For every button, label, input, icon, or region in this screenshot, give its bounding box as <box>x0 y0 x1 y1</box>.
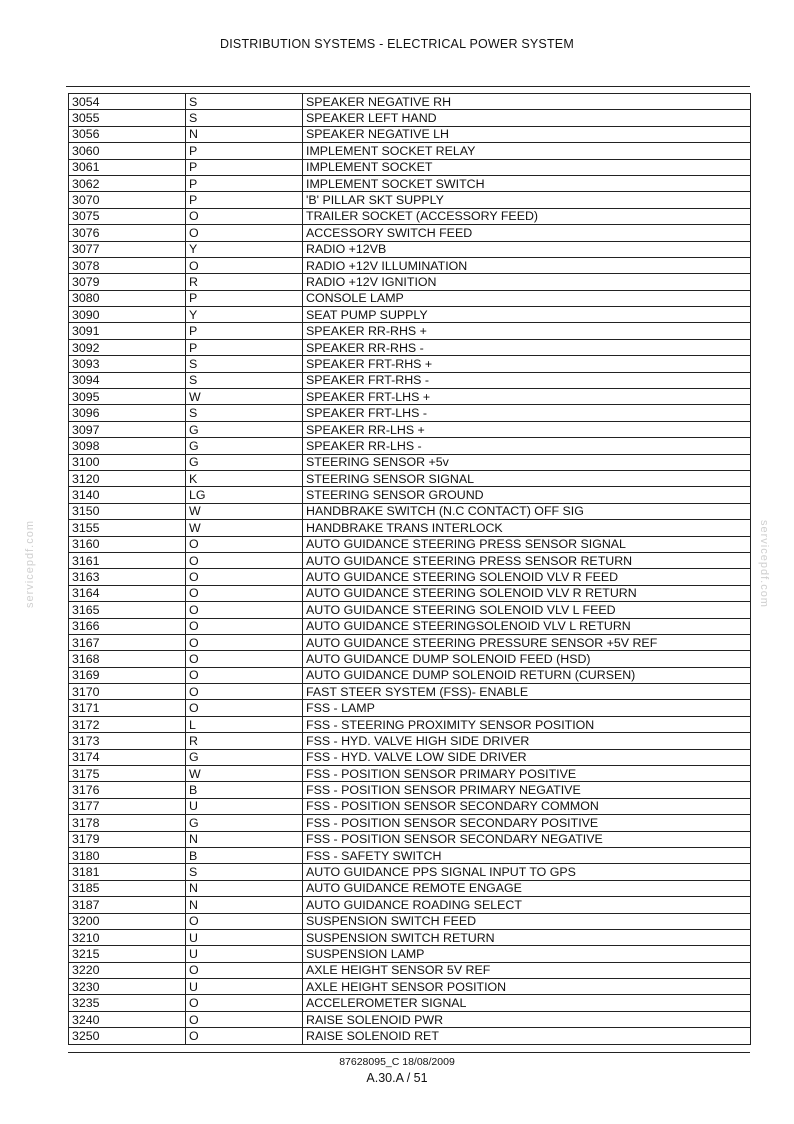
wire-function-cell: RADIO +12V IGNITION <box>303 274 751 290</box>
table-row <box>69 372 751 388</box>
wire-function-cell: CONSOLE LAMP <box>303 290 751 306</box>
wire-number-cell: 3235 <box>69 995 186 1011</box>
table-row <box>69 815 751 831</box>
table-row <box>69 946 751 962</box>
wire-number-cell: 3091 <box>69 323 186 339</box>
wire-number-cell: 3100 <box>69 454 186 470</box>
wire-function-cell: AUTO GUIDANCE STEERING PRESSURE SENSOR +5V REF <box>303 634 751 650</box>
table-row <box>69 634 751 650</box>
table-row <box>69 159 751 175</box>
wire-function-cell: AXLE HEIGHT SENSOR 5V REF <box>303 962 751 978</box>
wire-number-cell: 3078 <box>69 257 186 273</box>
wire-number-cell: 3167 <box>69 634 186 650</box>
table-row <box>69 470 751 486</box>
wire-colour-cell: S <box>186 356 303 372</box>
wire-function-cell: SPEAKER FRT-RHS - <box>303 372 751 388</box>
wire-function-cell: HANDBRAKE TRANS INTERLOCK <box>303 520 751 536</box>
wire-number-cell: 3168 <box>69 651 186 667</box>
wire-colour-cell: O <box>186 700 303 716</box>
wire-colour-cell: Y <box>186 241 303 257</box>
table-row <box>69 897 751 913</box>
wire-function-cell: AUTO GUIDANCE STEERING PRESS SENSOR SIGNAL <box>303 536 751 552</box>
wire-number-cell: 3240 <box>69 1011 186 1027</box>
wire-number-cell: 3140 <box>69 487 186 503</box>
wire-function-cell: FSS - POSITION SENSOR PRIMARY POSITIVE <box>303 766 751 782</box>
wire-colour-cell: O <box>186 536 303 552</box>
table-row <box>69 831 751 847</box>
wire-function-cell: STEERING SENSOR GROUND <box>303 487 751 503</box>
wire-function-cell: SPEAKER NEGATIVE RH <box>303 94 751 110</box>
wire-number-cell: 3098 <box>69 438 186 454</box>
wire-function-cell: SEAT PUMP SUPPLY <box>303 307 751 323</box>
wire-colour-cell: O <box>186 552 303 568</box>
wire-colour-cell: P <box>186 192 303 208</box>
table-row <box>69 257 751 273</box>
wire-colour-cell: P <box>186 175 303 191</box>
wire-colour-cell: O <box>186 1011 303 1027</box>
table-row <box>69 438 751 454</box>
wire-function-cell: SPEAKER LEFT HAND <box>303 110 751 126</box>
table-row <box>69 880 751 896</box>
wire-function-cell: RAISE SOLENOID RET <box>303 1028 751 1044</box>
table-row <box>69 487 751 503</box>
table-row <box>69 585 751 601</box>
wire-function-cell: IMPLEMENT SOCKET SWITCH <box>303 175 751 191</box>
wire-number-cell: 3169 <box>69 667 186 683</box>
wire-function-cell: SUSPENSION SWITCH RETURN <box>303 929 751 945</box>
table-row <box>69 847 751 863</box>
wire-colour-cell: O <box>186 257 303 273</box>
wire-number-cell: 3163 <box>69 569 186 585</box>
wire-function-cell: FSS - HYD. VALVE LOW SIDE DRIVER <box>303 749 751 765</box>
wire-function-cell: STEERING SENSOR +5v <box>303 454 751 470</box>
wire-number-cell: 3187 <box>69 897 186 913</box>
wire-number-cell: 3250 <box>69 1028 186 1044</box>
wire-colour-cell: Y <box>186 307 303 323</box>
table-row <box>69 798 751 814</box>
wire-colour-cell: P <box>186 323 303 339</box>
wire-colour-cell: P <box>186 339 303 355</box>
table-row <box>69 208 751 224</box>
wire-colour-cell: O <box>186 618 303 634</box>
wire-function-cell: AUTO GUIDANCE STEERING PRESS SENSOR RETURN <box>303 552 751 568</box>
wire-function-cell: IMPLEMENT SOCKET RELAY <box>303 143 751 159</box>
wire-number-cell: 3055 <box>69 110 186 126</box>
wire-colour-cell: N <box>186 897 303 913</box>
table-row <box>69 716 751 732</box>
wire-table <box>68 93 751 1045</box>
table-row <box>69 274 751 290</box>
table-row <box>69 307 751 323</box>
table-row <box>69 700 751 716</box>
wire-function-cell: HANDBRAKE SWITCH (N.C CONTACT) OFF SIG <box>303 503 751 519</box>
wire-number-cell: 3185 <box>69 880 186 896</box>
page-number: A.30.A / 51 <box>366 1071 428 1085</box>
wire-number-cell: 3166 <box>69 618 186 634</box>
table-row <box>69 405 751 421</box>
wire-colour-cell: W <box>186 503 303 519</box>
wire-function-cell: AUTO GUIDANCE PPS SIGNAL INPUT TO GPS <box>303 864 751 880</box>
wire-number-cell: 3210 <box>69 929 186 945</box>
watermark-left: servicepdf.com <box>24 520 36 608</box>
table-row <box>69 1011 751 1027</box>
table-row <box>69 192 751 208</box>
wire-function-cell: AUTO GUIDANCE STEERINGSOLENOID VLV L RETURN <box>303 618 751 634</box>
wire-number-cell: 3060 <box>69 143 186 159</box>
wire-colour-cell: P <box>186 290 303 306</box>
table-row <box>69 602 751 618</box>
wire-function-cell: ACCESSORY SWITCH FEED <box>303 225 751 241</box>
wire-number-cell: 3164 <box>69 585 186 601</box>
table-row <box>69 618 751 634</box>
wire-colour-cell: S <box>186 94 303 110</box>
wire-colour-cell: P <box>186 159 303 175</box>
wire-colour-cell: O <box>186 634 303 650</box>
wire-number-cell: 3177 <box>69 798 186 814</box>
wire-colour-cell: B <box>186 782 303 798</box>
wire-number-cell: 3176 <box>69 782 186 798</box>
wire-colour-cell: N <box>186 126 303 142</box>
table-row <box>69 569 751 585</box>
wire-colour-cell: W <box>186 766 303 782</box>
wire-function-cell: RADIO +12VB <box>303 241 751 257</box>
watermark-right: servicepdf.com <box>758 520 770 608</box>
table-row <box>69 782 751 798</box>
wire-number-cell: 3230 <box>69 979 186 995</box>
wire-function-cell: AUTO GUIDANCE DUMP SOLENOID FEED (HSD) <box>303 651 751 667</box>
wire-colour-cell: LG <box>186 487 303 503</box>
footer-rule <box>68 1052 750 1053</box>
table-row <box>69 126 751 142</box>
table-row <box>69 913 751 929</box>
wire-colour-cell: U <box>186 946 303 962</box>
wire-number-cell: 3093 <box>69 356 186 372</box>
wire-colour-cell: N <box>186 880 303 896</box>
wire-number-cell: 3175 <box>69 766 186 782</box>
wire-function-cell: FSS - POSITION SENSOR SECONDARY NEGATIVE <box>303 831 751 847</box>
wire-number-cell: 3161 <box>69 552 186 568</box>
wire-colour-cell: W <box>186 520 303 536</box>
wire-colour-cell: U <box>186 929 303 945</box>
wire-function-cell: SPEAKER FRT-LHS - <box>303 405 751 421</box>
table-row <box>69 979 751 995</box>
wire-colour-cell: N <box>186 831 303 847</box>
table-row <box>69 339 751 355</box>
wire-function-cell: FSS - STEERING PROXIMITY SENSOR POSITION <box>303 716 751 732</box>
wire-function-cell: FSS - LAMP <box>303 700 751 716</box>
wire-colour-cell: U <box>186 979 303 995</box>
wire-function-cell: RADIO +12V ILLUMINATION <box>303 257 751 273</box>
table-row <box>69 94 751 110</box>
wire-function-cell: SUSPENSION SWITCH FEED <box>303 913 751 929</box>
wire-function-cell: SPEAKER FRT-LHS + <box>303 389 751 405</box>
wire-function-cell: FSS - SAFETY SWITCH <box>303 847 751 863</box>
wire-function-cell: FSS - HYD. VALVE HIGH SIDE DRIVER <box>303 733 751 749</box>
wire-colour-cell: O <box>186 225 303 241</box>
table-row <box>69 766 751 782</box>
wire-number-cell: 3062 <box>69 175 186 191</box>
wire-function-cell: FAST STEER SYSTEM (FSS)- ENABLE <box>303 684 751 700</box>
wire-function-cell: AUTO GUIDANCE STEERING SOLENOID VLV L FEED <box>303 602 751 618</box>
wire-colour-cell: S <box>186 405 303 421</box>
table-row <box>69 651 751 667</box>
wire-colour-cell: O <box>186 995 303 1011</box>
wire-colour-cell: L <box>186 716 303 732</box>
wire-colour-cell: O <box>186 602 303 618</box>
wire-number-cell: 3173 <box>69 733 186 749</box>
wire-colour-cell: O <box>186 651 303 667</box>
wire-colour-cell: S <box>186 864 303 880</box>
wire-function-cell: FSS - POSITION SENSOR PRIMARY NEGATIVE <box>303 782 751 798</box>
table-row <box>69 733 751 749</box>
wire-number-cell: 3095 <box>69 389 186 405</box>
table-row <box>69 749 751 765</box>
table-row <box>69 143 751 159</box>
wire-function-cell: SPEAKER RR-LHS - <box>303 438 751 454</box>
wire-number-cell: 3056 <box>69 126 186 142</box>
wire-number-cell: 3171 <box>69 700 186 716</box>
wire-number-cell: 3070 <box>69 192 186 208</box>
table-row <box>69 241 751 257</box>
wire-number-cell: 3090 <box>69 307 186 323</box>
wire-number-cell: 3092 <box>69 339 186 355</box>
wire-function-cell: STEERING SENSOR SIGNAL <box>303 470 751 486</box>
wire-number-cell: 3155 <box>69 520 186 536</box>
table-row <box>69 1028 751 1044</box>
wire-number-cell: 3054 <box>69 94 186 110</box>
wire-number-cell: 3096 <box>69 405 186 421</box>
wire-function-cell: IMPLEMENT SOCKET <box>303 159 751 175</box>
wire-number-cell: 3178 <box>69 815 186 831</box>
wire-colour-cell: U <box>186 798 303 814</box>
table-row <box>69 962 751 978</box>
wire-colour-cell: O <box>186 667 303 683</box>
wire-number-cell: 3180 <box>69 847 186 863</box>
wire-number-cell: 3061 <box>69 159 186 175</box>
wire-function-cell: SPEAKER FRT-RHS + <box>303 356 751 372</box>
wire-number-cell: 3080 <box>69 290 186 306</box>
wire-number-cell: 3120 <box>69 470 186 486</box>
table-row <box>69 225 751 241</box>
table-row <box>69 110 751 126</box>
wire-number-cell: 3097 <box>69 421 186 437</box>
wire-colour-cell: S <box>186 110 303 126</box>
wire-function-cell: AUTO GUIDANCE STEERING SOLENOID VLV R FEED <box>303 569 751 585</box>
wire-function-cell: FSS - POSITION SENSOR SECONDARY POSITIVE <box>303 815 751 831</box>
wire-function-cell: FSS - POSITION SENSOR SECONDARY COMMON <box>303 798 751 814</box>
wire-colour-cell: O <box>186 962 303 978</box>
wire-colour-cell: O <box>186 585 303 601</box>
wire-colour-cell: G <box>186 815 303 831</box>
table-row <box>69 667 751 683</box>
table-row <box>69 684 751 700</box>
wire-function-cell: SPEAKER RR-RHS + <box>303 323 751 339</box>
wire-number-cell: 3160 <box>69 536 186 552</box>
wire-function-cell: 'B' PILLAR SKT SUPPLY <box>303 192 751 208</box>
wire-colour-cell: G <box>186 454 303 470</box>
wire-function-cell: TRAILER SOCKET (ACCESSORY FEED) <box>303 208 751 224</box>
table-row <box>69 552 751 568</box>
table-row <box>69 995 751 1011</box>
table-row <box>69 389 751 405</box>
table-row <box>69 175 751 191</box>
table-row <box>69 356 751 372</box>
wire-function-cell: AUTO GUIDANCE STEERING SOLENOID VLV R RETURN <box>303 585 751 601</box>
wire-number-cell: 3200 <box>69 913 186 929</box>
wire-number-cell: 3181 <box>69 864 186 880</box>
wire-colour-cell: O <box>186 913 303 929</box>
wire-colour-cell: R <box>186 274 303 290</box>
page-header-title: DISTRIBUTION SYSTEMS - ELECTRICAL POWER SYSTEM <box>220 37 574 51</box>
header-rule <box>66 86 750 87</box>
wire-function-cell: AUTO GUIDANCE REMOTE ENGAGE <box>303 880 751 896</box>
wire-colour-cell: P <box>186 143 303 159</box>
table-row <box>69 290 751 306</box>
wire-colour-cell: K <box>186 470 303 486</box>
wire-colour-cell: O <box>186 208 303 224</box>
wire-function-cell: SPEAKER RR-RHS - <box>303 339 751 355</box>
wire-colour-cell: R <box>186 733 303 749</box>
wire-function-cell: ACCELEROMETER SIGNAL <box>303 995 751 1011</box>
wire-colour-cell: O <box>186 569 303 585</box>
table-row <box>69 503 751 519</box>
wire-number-cell: 3179 <box>69 831 186 847</box>
wire-colour-cell: S <box>186 372 303 388</box>
wire-number-cell: 3215 <box>69 946 186 962</box>
wire-number-cell: 3075 <box>69 208 186 224</box>
wire-number-cell: 3094 <box>69 372 186 388</box>
wire-number-cell: 3150 <box>69 503 186 519</box>
wire-function-cell: SPEAKER RR-LHS + <box>303 421 751 437</box>
wire-colour-cell: O <box>186 684 303 700</box>
wire-number-cell: 3220 <box>69 962 186 978</box>
wire-number-cell: 3170 <box>69 684 186 700</box>
wire-number-cell: 3079 <box>69 274 186 290</box>
table-row <box>69 929 751 945</box>
wire-function-cell: RAISE SOLENOID PWR <box>303 1011 751 1027</box>
wire-colour-cell: O <box>186 1028 303 1044</box>
table-row <box>69 323 751 339</box>
wire-number-cell: 3165 <box>69 602 186 618</box>
table-row <box>69 520 751 536</box>
table-row <box>69 536 751 552</box>
wire-number-cell: 3174 <box>69 749 186 765</box>
table-row <box>69 454 751 470</box>
table-row <box>69 864 751 880</box>
wire-number-cell: 3172 <box>69 716 186 732</box>
wire-number-cell: 3076 <box>69 225 186 241</box>
wire-number-cell: 3077 <box>69 241 186 257</box>
wire-colour-cell: G <box>186 749 303 765</box>
wire-function-cell: AUTO GUIDANCE DUMP SOLENOID RETURN (CURSEN) <box>303 667 751 683</box>
wire-colour-cell: B <box>186 847 303 863</box>
wire-function-cell: AXLE HEIGHT SENSOR POSITION <box>303 979 751 995</box>
document-code: 87628095_C 18/08/2009 <box>339 1056 455 1068</box>
table-row <box>69 421 751 437</box>
wire-colour-cell: G <box>186 421 303 437</box>
wire-function-cell: SPEAKER NEGATIVE LH <box>303 126 751 142</box>
wire-table-body <box>69 94 751 1045</box>
wire-colour-cell: W <box>186 389 303 405</box>
wire-colour-cell: G <box>186 438 303 454</box>
wire-function-cell: AUTO GUIDANCE ROADING SELECT <box>303 897 751 913</box>
wire-function-cell: SUSPENSION LAMP <box>303 946 751 962</box>
